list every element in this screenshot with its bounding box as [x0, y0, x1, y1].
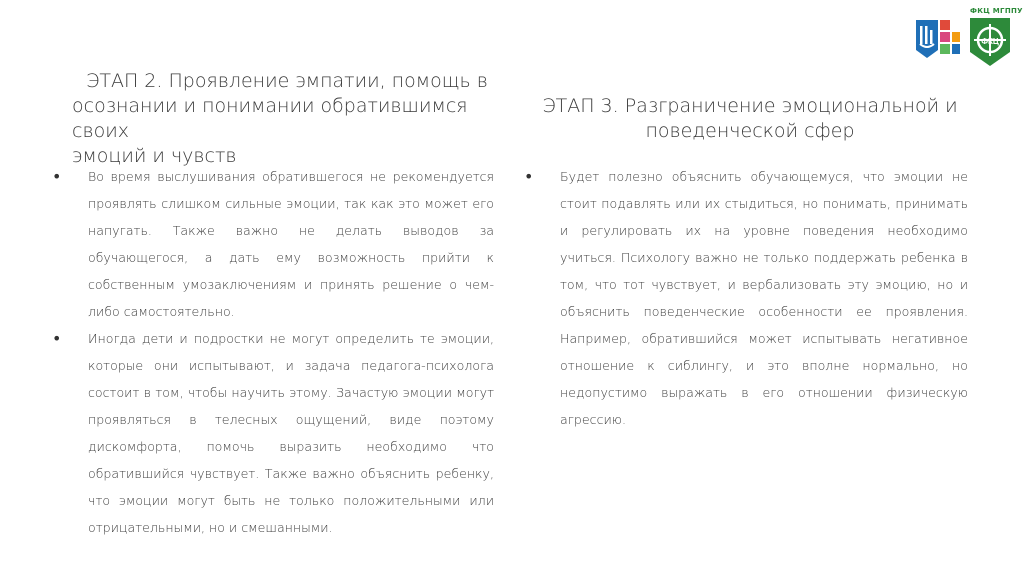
stage2-bullet-list [52, 163, 494, 541]
stage2-bullet-text-2: Иногда дети и подростки не могут определить те эмоции, которые они испытывают, и задача педагога-психолога состоит в том, чтобы научить этому. Зачастую эмоции могут проявляться в телесных ощущений, виде поэтому дискомфорта, помочь выразить необходимо что обратившийся чувствует. Также важно объяснить ребенку, что эмоции могут быть не только положительными или отрицательными, но и смешанными. [88, 331, 494, 535]
stage2-title-line2: осознании и понимании обратившимся своих [72, 95, 468, 142]
stage2-title-line1: ЭТАП 2. Проявление эмпатии, помощь в [86, 70, 488, 92]
bullet-icon: • [524, 167, 534, 186]
stage3-title-line2: поведенческой сфер [645, 120, 855, 142]
stage3-title [540, 94, 960, 144]
fkc-emblem-text: ФКЦ [981, 37, 999, 46]
stage2-title [72, 69, 502, 169]
stage3-title-line1: ЭТАП 3. Разграничение эмоциональной и [542, 95, 958, 117]
list-item [52, 163, 494, 325]
list-item [52, 325, 494, 541]
stage2-title-line3: эмоций и чувств [72, 145, 237, 167]
list-item [524, 163, 968, 433]
fkc-caption: ФКЦ МГППУ [970, 7, 1023, 15]
stage2-bullet-text-1: Во время выслушивания обратившегося не рекомендуется проявлять слишком сильные эмоции, так как это может его напугать. Также важно не делать выводов за обучающегося, а дать ему возможность прийти к собственным умозаключениям и принять решение о чем-либо самостоятельно. [88, 169, 494, 319]
mgppu-logo-icon [912, 6, 1012, 70]
header-logos [912, 6, 1012, 70]
bullet-icon: • [52, 329, 62, 348]
stage3-bullet-text-1: Будет полезно объяснить обучающемуся, что эмоции не стоит подавлять или их стыдиться, но понимать, принимать и регулировать их на уровне поведения необходимо учиться. Психологу важно не только поддержать ребенка в том, что тот чувствует, и вербализовать эту эмоцию, но и объяснить поведенческие особенности ее проявления. Например, обратившийся может испытывать негативное отношение к сиблингу, и это вполне нормально, но недопустимо выражать в его отношении физическую агрессию. [560, 169, 968, 427]
stage3-bullet-list [524, 163, 968, 433]
bullet-icon: • [52, 167, 62, 186]
